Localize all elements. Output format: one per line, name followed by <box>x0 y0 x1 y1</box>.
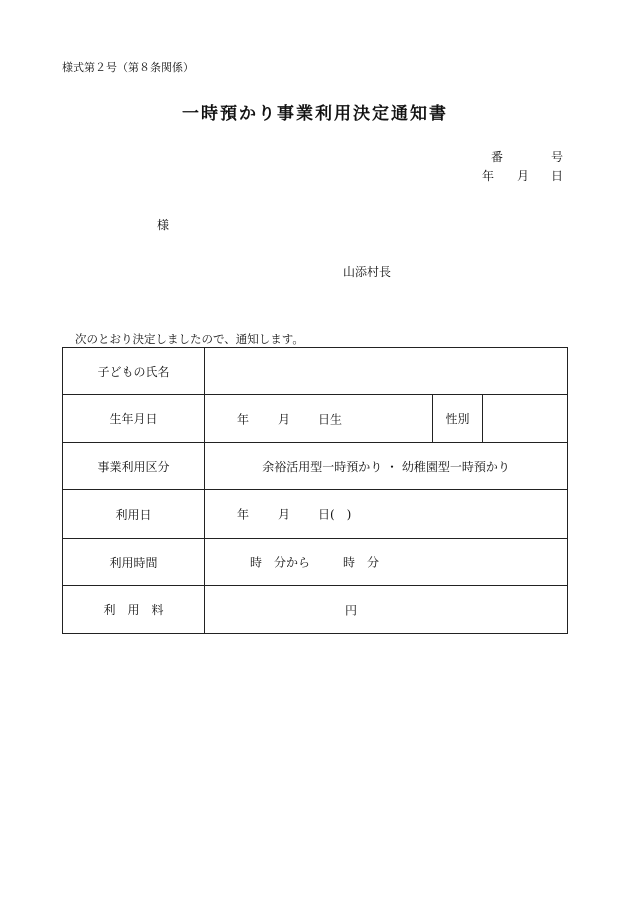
issuer-name: 山添村長 <box>343 265 392 279</box>
table-row-category <box>63 443 568 490</box>
form-number: 様式第２号（第８条関係） <box>62 61 194 74</box>
table-row-child-name <box>63 348 568 395</box>
child-name-field[interactable] <box>205 348 568 395</box>
birth-month-label: 月 <box>278 412 291 426</box>
number-label: 番 <box>491 150 504 164</box>
issue-day-label: 日 <box>551 169 564 183</box>
table-row-time <box>63 539 568 586</box>
birth-year-label: 年 <box>237 412 250 426</box>
birthdate-label: 生年月日 <box>63 395 205 443</box>
time-from-label: 時 分から <box>250 555 311 570</box>
gender-label: 性別 <box>433 395 483 443</box>
date-label: 利用日 <box>63 490 205 539</box>
issue-year-label: 年 <box>482 169 495 183</box>
issue-month-label: 月 <box>517 169 530 183</box>
time-field[interactable] <box>205 539 568 586</box>
number-suffix: 号 <box>551 150 564 164</box>
table-row-date <box>63 490 568 539</box>
time-label: 利用時間 <box>63 539 205 586</box>
category-value: 余裕活用型一時預かり ・ 幼稚園型一時預かり <box>205 443 568 490</box>
date-field[interactable] <box>205 490 568 539</box>
date-month-label: 月 <box>278 507 291 522</box>
birth-day-label: 日生 <box>318 412 343 426</box>
date-day-label: 日( ) <box>318 507 352 522</box>
document-title: 一時預かり事業利用決定通知書 <box>182 104 448 124</box>
date-year-label: 年 <box>237 507 250 522</box>
fee-unit-label: 円 <box>345 603 358 617</box>
gender-field[interactable] <box>483 395 568 443</box>
addressee-honorific: 様 <box>157 218 170 232</box>
table-row-fee <box>63 586 568 634</box>
child-name-label: 子どもの氏名 <box>63 348 205 395</box>
birthdate-field[interactable] <box>205 395 433 443</box>
fee-field[interactable] <box>205 586 568 634</box>
category-label: 事業利用区分 <box>63 443 205 490</box>
table-row-birthdate <box>63 395 568 443</box>
time-to-label: 時 分 <box>343 555 380 570</box>
fee-label: 利 用 料 <box>63 586 205 634</box>
intro-text: 次のとおり決定しましたので、通知します。 <box>75 332 304 346</box>
decision-table <box>62 347 568 634</box>
